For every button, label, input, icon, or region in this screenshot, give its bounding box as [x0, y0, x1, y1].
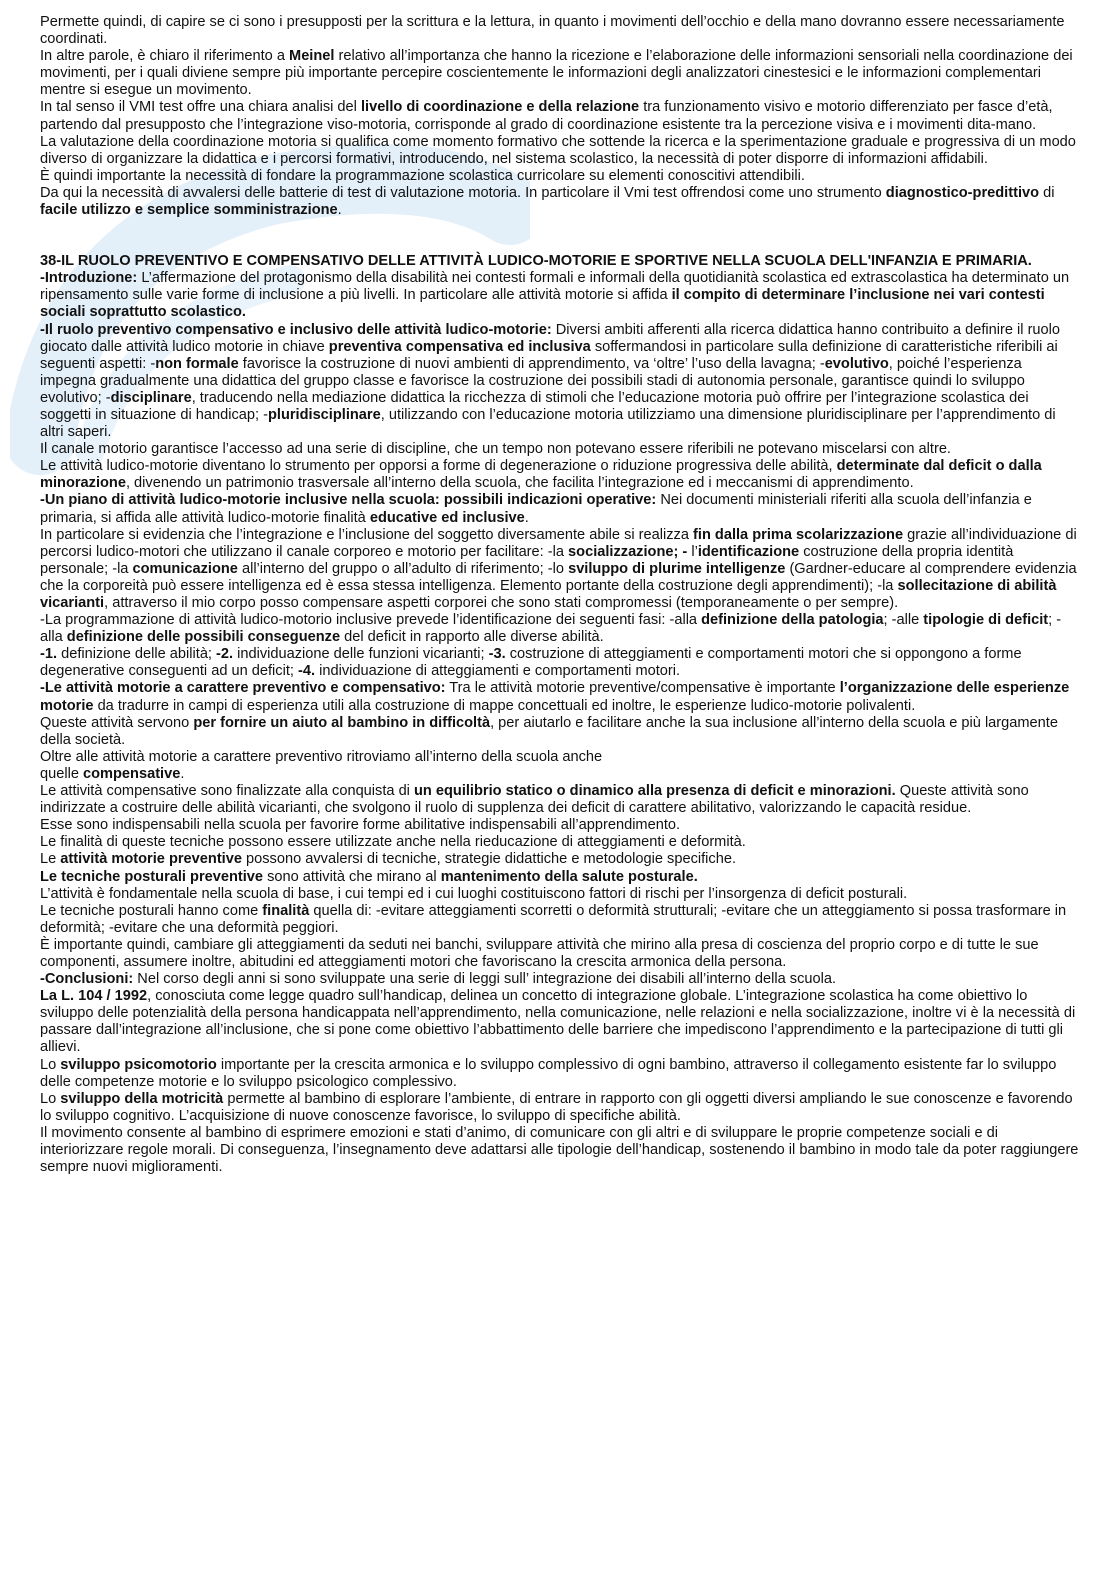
text-run: quella di: -evitare atteggiamenti scorretti o deformità strutturali; -evitare che un atteggiamento si possa trasformare in deformità; -evitare che una deformità peggiori. [40, 902, 1067, 936]
bold-run: compensative [83, 765, 181, 782]
intro-section [40, 14, 1080, 219]
bold-run: -Conclusioni: [40, 971, 134, 988]
text-run: . [337, 202, 342, 219]
bold-run: -4. [298, 663, 316, 680]
text-run: definizione delle abilità; [57, 646, 217, 663]
bold-run: -Il ruolo preventivo compensativo e inclusivo delle attività ludico-motorie: [40, 321, 552, 338]
paragraph [40, 937, 1080, 971]
text-run: Nel corso degli anni si sono sviluppate una serie di leggi sull’ integrazione dei disabili all’interno della scuola. [133, 971, 837, 988]
paragraph [40, 680, 1080, 714]
bold-run: non formale [155, 355, 239, 372]
text-run: Il movimento consente al bambino di esprimere emozioni e stati d’animo, di comunicare con gli altri e di sviluppare le proprie competenze sociali e di interiorizzare regole morali. Di conseguenza, l’insegnamento deve adattarsi alle tipologie dell’handicap, sostenendo il bambino in modo tale da poter raggiungere sempre nuovi miglioramenti. [40, 1124, 1079, 1176]
text-run: , divenendo un patrimonio trasversale all’interno della scuola, che facilita l’integrazione ed i meccanismi di apprendimento. [125, 475, 914, 492]
text-run: È quindi importante la necessità di fondare la programmazione scolastica curricolare su elementi conoscitivi attendibili. [40, 167, 805, 184]
paragraph [40, 766, 1080, 783]
bold-run: -1. [40, 646, 58, 663]
paragraph [40, 869, 1080, 886]
text-run: , conosciuta come legge quadro sull’handicap, delinea un concetto di integrazione globale. L’integrazione scolastica ha come obiettivo lo sviluppo delle potenzialità della persona handicappata nell’apprendimento, nella comunicazione, nelle relazioni e nella socializzazione, inoltre vi è la necessità di passare dall’integrazione all’inclusione, che si pone come obiettivo l’abbattimento delle barriere che impediscono l’apprendimento e la partecipazione di tutti gli allievi. [40, 988, 1076, 1056]
text-run: sono attività che mirano al [263, 868, 441, 885]
paragraph [40, 322, 1080, 442]
text-run: Queste attività servono [40, 714, 194, 731]
bold-run: definizione della patologia [701, 612, 884, 629]
text-run: Le tecniche posturali hanno come [40, 902, 263, 919]
text-run: permette al bambino di esplorare l’ambiente, di entrare in rapporto con gli oggetti diversi ampliando le sue conoscenze e favorendo lo sviluppo cognitivo. L’acquisizione di nuove conoscenze favorisce, lo sviluppo di specifiche abilità. [40, 1090, 1073, 1124]
bold-run: La L. 104 / 1992 [40, 988, 148, 1005]
bold-run: determinate dal deficit o dalla minorazione [40, 458, 1042, 492]
text-run: , per aiutarlo e facilitare anche la sua inclusione all’interno della scuola e più largamente della società. [40, 714, 1058, 748]
paragraph [40, 817, 1080, 834]
bold-run: mantenimento della salute posturale. [440, 868, 698, 885]
bold-run: definizione delle possibili conseguenze [66, 629, 341, 646]
paragraph [40, 168, 1080, 185]
text-run: soffermandosi in particolare sulla definizione di caratteristiche riferibili ai seguenti aspetti: - [40, 338, 1058, 372]
text-run: Oltre alle attività motorie a carattere preventivo ritroviamo all’interno della scuola anche [40, 748, 603, 765]
text-run: quelle [40, 765, 84, 782]
text-run: Lo [40, 1056, 61, 1073]
bold-run: Le tecniche posturali preventive [40, 868, 264, 885]
bold-run: pluridisciplinare [267, 406, 381, 423]
text-run: . [180, 765, 185, 782]
paragraph [40, 1125, 1080, 1176]
paragraph [40, 1057, 1080, 1091]
paragraph [40, 14, 1080, 48]
bold-run: il compito di determinare l’inclusione nei vari contesti sociali soprattutto scolastico. [40, 287, 1045, 321]
paragraph [40, 834, 1080, 851]
bold-run: tipologie di deficit [923, 612, 1049, 629]
text-run: costruzione della propria identità personale; -la [40, 543, 1014, 577]
text-run: ; -alla [40, 612, 1062, 646]
text-run: Permette quindi, di capire se ci sono i presupposti per la scrittura e la lettura, in quanto i movimenti dell’occhio e della mano dovranno essere necessariamente coordinati. [40, 14, 1065, 48]
text-run: Nei documenti ministeriali riferiti alla scuola dell’infanzia e primaria, si affida alle attività ludico-motorie finalità [40, 492, 1032, 526]
text-run: In tal senso il VMI test offre una chiara analisi del [40, 99, 361, 116]
bold-run: preventiva compensativa ed inclusiva [328, 338, 591, 355]
text-run: tra funzionamento visivo e motorio differenziato per fasce d’età, partendo dal presupposto che l’integrazione viso-motoria, corrisponde al grado di coordinazione esistente tra la percezione visiva e i movimenti dita-mano. [40, 99, 1053, 133]
text-run: . [524, 509, 529, 526]
text-run: , poiché l’esperienza impegna gradualmente una didattica del gruppo classe e favorisce la costruzione dei possibili stadi di autonomia personale, garantisce quindi lo sviluppo evolutivo; - [40, 355, 1025, 406]
text-run: all’interno del gruppo o all’adulto di riferimento; -lo [237, 560, 569, 577]
paragraph [40, 185, 1080, 219]
bold-run: fin dalla prima scolarizzazione [693, 526, 904, 543]
paragraph [40, 134, 1080, 168]
section-gap [40, 219, 1080, 253]
text-run: grazie all’individuazione di percorsi ludico-motori che utilizzano il canale corporeo e motorio per facilitare: -la [40, 526, 1077, 560]
bold-run: -Le attività motorie a carattere preventivo e compensativo: [40, 680, 446, 697]
bold-run: educative ed inclusive [369, 509, 525, 526]
paragraph [40, 270, 1080, 321]
bold-run: evolutivo [824, 355, 889, 372]
text-run: Tra le attività motorie preventive/compensative è importante [445, 680, 840, 697]
paragraph [40, 646, 1080, 680]
paragraph [40, 903, 1080, 937]
paragraph [40, 612, 1080, 646]
paragraph [40, 851, 1080, 868]
text-run: possono avvalersi di tecniche, strategie didattiche e metodologie specifiche. [241, 851, 737, 868]
paragraph [40, 1091, 1080, 1125]
text-run: costruzione di atteggiamenti e comportamenti motori che si oppongono a forme degenerative conseguenti ad un deficit; [40, 646, 1022, 680]
text-run: favorisce la costruzione di nuovi ambienti di apprendimento, va ‘oltre’ l’uso della lavagna; - [238, 355, 825, 372]
bold-run: facile utilizzo e semplice somministrazione [40, 202, 338, 219]
text-run: , attraverso il mio corpo posso compensare aspetti corporei che sono stati compromessi (temporaneamente o per sempre). [104, 595, 899, 611]
text-run: individuazione delle funzioni vicarianti; [233, 646, 489, 663]
paragraph [40, 749, 1080, 766]
bold-run: -3. [488, 646, 506, 663]
bold-run: sviluppo di plurime intelligenze [568, 560, 786, 577]
bold-run: -Un piano di attività ludico-motorie inclusive nella scuola: possibili indicazioni operative: [40, 492, 657, 509]
text-run: Queste attività sono indirizzate a costruire delle abilità vicarianti, che svolgono il ruolo di supplenza dei deficit di carattere abilitativo, valorizzando le capacità residue. [40, 783, 1029, 817]
paragraph [40, 99, 1080, 133]
text-run: Le finalità di queste tecniche possono essere utilizzate anche nella rieducazione di atteggiamenti e deformità. [40, 834, 746, 851]
paragraph [40, 988, 1080, 1056]
text-run: l’ [687, 543, 698, 560]
text-run: , utilizzando con l’educazione motoria utilizziamo una dimensione pluridisciplinare per l’apprendimento di altri saperi. [40, 406, 1056, 441]
text-run: È importante quindi, cambiare gli atteggiamenti da seduti nei banchi, sviluppare attività che mirino alla presa di coscienza del proprio corpo e di tutte le sue componenti, assumere inoltre, abitudini ed atteggiamenti motori che favoriscano la crescita armonica della persona. [40, 936, 1039, 970]
text-run: , traducendo nella mediazione didattica la ricchezza di stimoli che l’educazione motoria può offrire per l’integrazione scolastica dei soggetti in situazione di handicap; - [40, 389, 1029, 423]
bold-run: socializzazione; - [568, 543, 688, 560]
text-run: Le [40, 851, 61, 868]
paragraph [40, 971, 1080, 988]
text-run: individuazione di atteggiamenti e comportamenti motori. [315, 663, 681, 680]
text-run: da tradurre in campi di esperienza utili alla costruzione di mappe concettuali ed inoltre, le esperienze ludico-motorie polivalenti. [93, 697, 916, 714]
text-run: Diversi ambiti afferenti alla ricerca didattica hanno contribuito a definire il ruolo giocato dalle attività ludico motorie in chiave [40, 321, 1061, 355]
text-run: L’attività è fondamentale nella scuola di base, i cui tempi ed i cui luoghi costituiscono fattori di rischi per l’insorgenza di deficit posturali. [40, 885, 908, 902]
section-heading: 38-IL RUOLO PREVENTIVO E COMPENSATIVO DELLE ATTIVITÀ LUDICO-MOTORIE E SPORTIVE NELLA SCUOLA DELL'INFANZIA E PRIMARIA. [40, 253, 1032, 270]
paragraph [40, 441, 1080, 458]
text-run: del deficit in rapporto alle diverse abilità. [340, 629, 604, 646]
paragraph [40, 527, 1080, 612]
text-run: relativo all’importanza che hanno la ricezione e l’elaborazione delle informazioni sensoriali nella coordinazione dei movimenti, per i quali diviene sempre più importante percepire coscientemente le informazioni degli analizzatori cinestesici e le informazioni complementari mentre si esegue un movimento. [40, 48, 1073, 99]
text-run: di [1039, 184, 1055, 201]
bold-run: un equilibrio statico o dinamico alla presenza di deficit e minorazioni. [413, 783, 896, 800]
bold-run: identificazione [697, 543, 800, 560]
paragraph [40, 48, 1080, 99]
text-run: (Gardner-educare al comprendere evidenzia che la corporeità può essere intelligenza ed è essa stessa intelligenza. Elemento portante della costruzione degli apprendimenti); -la [40, 560, 1077, 594]
bold-run: Meinel [289, 48, 335, 65]
text-run: Le attività ludico-motorie diventano lo strumento per opporsi a forme di degenerazione o riduzione progressiva delle abilità, [40, 458, 837, 475]
bold-run: finalità [262, 902, 310, 919]
text-run: Lo [40, 1090, 61, 1107]
text-run: -La programmazione di attività ludico-motorio inclusive prevede l’identificazione dei seguenti fasi: -alla [40, 612, 702, 629]
bold-run: disciplinare [110, 389, 192, 406]
bold-run: comunicazione [132, 560, 238, 577]
document-page [40, 14, 1080, 1176]
text-run: L’affermazione del protagonismo della disabilità nei contesti formali e informali della quotidianità scolastica ed extrascolastica ha determinato un ripensamento sulle varie forme di inclusione a più livelli. In particolare alle attività motorie si affida [40, 270, 1070, 304]
bold-run: sviluppo della motricità [60, 1090, 224, 1107]
paragraph [40, 492, 1080, 526]
text-run: Le attività compensative sono finalizzate alla conquista di [40, 783, 414, 800]
text-run: La valutazione della coordinazione motoria si qualifica come momento formativo che sottende la ricerca e la sperimentazione graduale e progressiva di un modo diverso di organizzare la didattica e i percorsi formativi, introducendo, nel sistema scolastico, la necessità di poter disporre di informazioni affidabili. [40, 133, 1076, 167]
text-run: Da qui la necessità di avvalersi delle batterie di test di valutazione motoria. In particolare il Vmi test offrendosi come uno strumento [40, 184, 886, 201]
bold-run: sollecitazione di abilità vicarianti [40, 577, 1057, 611]
bold-run: attività motorie preventive [60, 851, 242, 868]
text-run: In altre parole, è chiaro il riferimento a [40, 48, 290, 65]
bold-run: sviluppo psicomotorio [60, 1056, 217, 1073]
bold-run: livello di coordinazione e della relazione [360, 99, 640, 116]
text-run: importante per la crescita armonica e lo sviluppo complessivo di ogni bambino, attraverso il collegamento esistente far lo sviluppo delle competenze motorie e lo sviluppo psicologico complessivo. [40, 1056, 1057, 1090]
text-run: Il canale motorio garantisce l’accesso ad una serie di discipline, che un tempo non potevano essere riferibili ne potevano miscelarsi con altre. [40, 441, 951, 458]
bold-run: l’organizzazione delle esperienze motorie [40, 680, 1070, 714]
bold-run: -Introduzione: [40, 270, 138, 287]
paragraph [40, 715, 1080, 749]
paragraph [40, 886, 1080, 903]
section-body [40, 270, 1080, 1176]
text-run: In particolare si evidenzia che l’integrazione e l’inclusione del soggetto diversamente abile si realizza [40, 526, 694, 543]
paragraph [40, 783, 1080, 817]
bold-run: per fornire un aiuto al bambino in difficoltà [193, 714, 491, 731]
text-run: ; -alle [883, 612, 924, 629]
bold-run: -2. [216, 646, 234, 663]
bold-run: diagnostico-predittivo [885, 184, 1040, 201]
text-run: Esse sono indispensabili nella scuola per favorire forme abilitative indispensabili all’apprendimento. [40, 817, 681, 834]
paragraph [40, 458, 1080, 492]
